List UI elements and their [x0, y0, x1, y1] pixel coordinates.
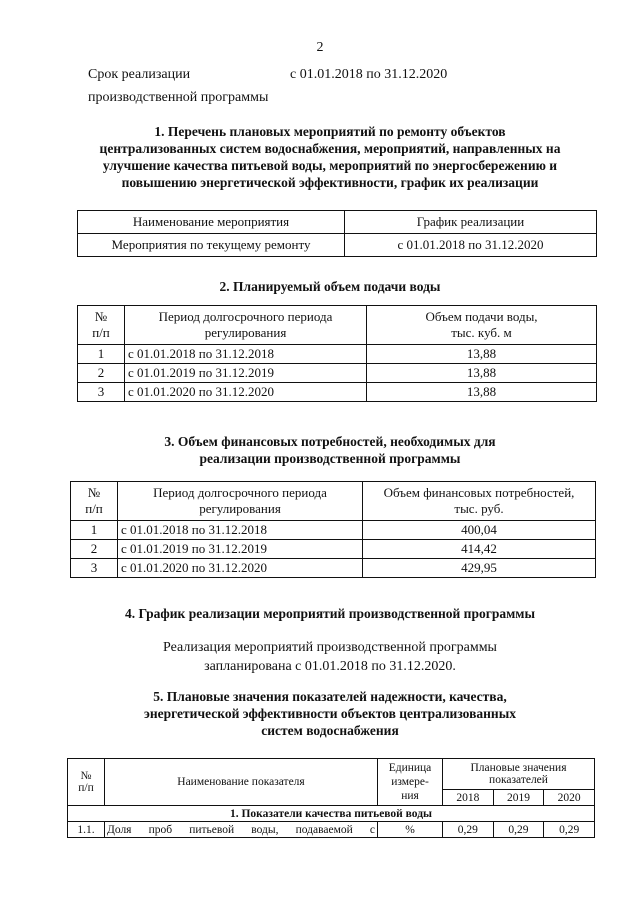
section5-table [67, 758, 595, 838]
header-text: № [80, 770, 92, 782]
section2-title: 2. Планируемый объем подачи воды [219, 279, 441, 294]
year-cell: 2019 [493, 790, 544, 806]
header-text: регулирования [204, 325, 287, 340]
header-text: измере- [391, 776, 429, 788]
table-cell: Доля проб питьевой воды, подаваемой с [105, 822, 378, 838]
table-header-row [78, 306, 597, 345]
period-label-line2: производственной программы [88, 90, 269, 105]
section5-title-line: систем водоснабжения [261, 723, 399, 738]
table-cell: 429,95 [363, 559, 596, 578]
section1-title-line: улучшение качества питьевой воды, мероприятий по энергосбережению и [102, 158, 558, 173]
header-text: тыс. руб. [454, 501, 504, 516]
table-group-row [68, 806, 595, 822]
table-cell: 13,88 [367, 345, 597, 364]
section5-title-line: энергетической эффективности объектов централизованных [143, 706, 516, 721]
header-text: п/п [92, 325, 110, 340]
section1-title-line: повышению энергетической эффективности, график их реализации [121, 175, 539, 190]
header-cell: График реализации [345, 211, 597, 234]
section1-title [60, 123, 600, 191]
table-row [71, 540, 596, 559]
table-cell: с 01.01.2018 по 31.12.2020 [345, 234, 597, 257]
header-cell-num [68, 759, 105, 806]
section5-title-line: 5. Плановые значения показателей надежности, качества, [153, 689, 507, 704]
header-text: № [94, 309, 108, 324]
table-row [71, 559, 596, 578]
table-cell: 1 [71, 521, 118, 540]
table-cell: 0,29 [544, 822, 595, 838]
header-cell-period [118, 482, 363, 521]
section1-title-line: централизованных систем водоснабжения, мероприятий, направленных на [99, 141, 561, 156]
header-cell-period [125, 306, 367, 345]
header-text: № [87, 485, 101, 500]
table-cell: с 01.01.2019 по 31.12.2019 [118, 540, 363, 559]
header-cell-value [367, 306, 597, 345]
header-cell-num [71, 482, 118, 521]
header-text: ния [401, 790, 419, 802]
table-row [78, 234, 597, 257]
table-cell: с 01.01.2019 по 31.12.2019 [125, 364, 367, 383]
section3-table [70, 481, 596, 578]
header-text: п/п [78, 782, 94, 794]
table-row [71, 521, 596, 540]
table-cell: 414,42 [363, 540, 596, 559]
section2-table [77, 305, 597, 402]
header-text: Период долгосрочного периода [153, 485, 327, 500]
table-cell: с 01.01.2020 по 31.12.2020 [125, 383, 367, 402]
period-label-line1: Срок реализации [88, 67, 191, 82]
header-text: показателей [489, 774, 548, 786]
table-cell: с 01.01.2018 по 31.12.2018 [118, 521, 363, 540]
period-value: с 01.01.2018 по 31.12.2020 [290, 67, 448, 82]
table-row [78, 345, 597, 364]
table-cell: с 01.01.2020 по 31.12.2020 [118, 559, 363, 578]
header-text: п/п [85, 501, 103, 516]
year-cell: 2018 [443, 790, 494, 806]
table-cell: % [378, 822, 443, 838]
section3-title-line: реализации производственной программы [199, 451, 461, 466]
section1-table [77, 210, 597, 257]
header-text: Плановые значения [470, 762, 567, 774]
header-text: тыс. куб. м [451, 325, 512, 340]
section4-title: 4. График реализации мероприятий производственной программы [124, 606, 536, 621]
table-cell: с 01.01.2018 по 31.12.2018 [125, 345, 367, 364]
table-cell: 2 [71, 540, 118, 559]
header-text: Объем подачи воды, [425, 309, 538, 324]
table-header-row [78, 211, 597, 234]
table-header-row [71, 482, 596, 521]
section3-title-line: 3. Объем финансовых потребностей, необходимых для [164, 434, 496, 449]
header-text: Период долгосрочного периода [158, 309, 333, 324]
header-cell-name: Наименование показателя [105, 759, 378, 806]
table-cell: 13,88 [367, 364, 597, 383]
section4-text-line: запланирована с 01.01.2018 по 31.12.2020. [204, 659, 456, 674]
header-cell-unit [378, 759, 443, 806]
table-cell: 400,04 [363, 521, 596, 540]
table-row [78, 364, 597, 383]
header-text: регулирования [199, 501, 281, 516]
header-text: Объем финансовых потребностей, [383, 485, 575, 500]
section4-text-line: Реализация мероприятий производственной программы [163, 640, 497, 655]
table-row [68, 822, 595, 838]
table-cell: 3 [71, 559, 118, 578]
table-cell: Мероприятия по текущему ремонту [78, 234, 345, 257]
section5-title [60, 688, 600, 739]
header-cell-value [363, 482, 596, 521]
table-cell: 2 [78, 364, 125, 383]
header-cell-num [78, 306, 125, 345]
header-text: Единица [388, 762, 432, 774]
table-cell: 3 [78, 383, 125, 402]
page-number: 2 [316, 40, 324, 55]
table-row [78, 383, 597, 402]
section3-title [60, 433, 600, 467]
table-cell: 13,88 [367, 383, 597, 402]
table-cell: 1 [78, 345, 125, 364]
group-cell: 1. Показатели качества питьевой воды [68, 806, 595, 822]
table-cell: 0,29 [443, 822, 494, 838]
header-cell-plan [443, 759, 595, 790]
table-cell: 1.1. [68, 822, 105, 838]
table-cell: 0,29 [493, 822, 544, 838]
header-cell: Наименование мероприятия [78, 211, 345, 234]
section4-text [60, 638, 600, 676]
year-cell: 2020 [544, 790, 595, 806]
section1-title-line: 1. Перечень плановых мероприятий по ремонту объектов [154, 124, 506, 139]
table-header-row [68, 759, 595, 790]
